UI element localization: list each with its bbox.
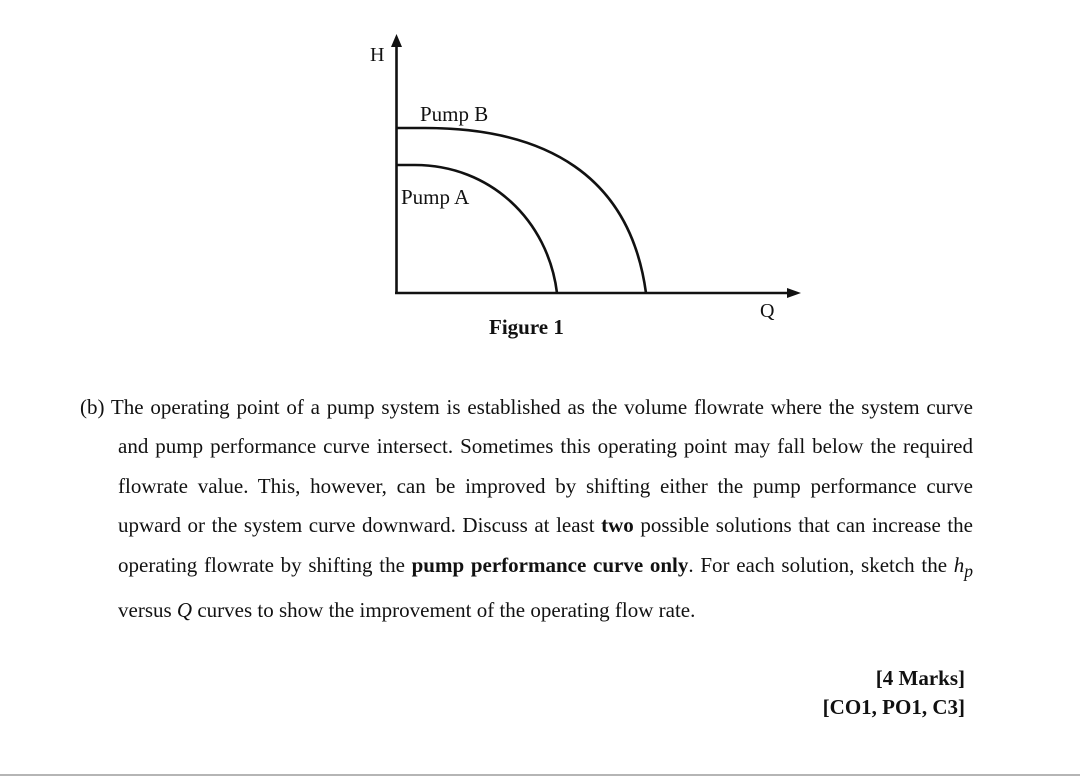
figure-caption: Figure 1: [489, 315, 564, 339]
emphasis-two: two: [601, 513, 634, 538]
variable-hp: $h_p$: [953, 552, 973, 581]
question-prefix: (b): [80, 395, 111, 419]
marks-allocation: [4 Marks]: [875, 666, 965, 690]
figure-1-pump-curves: [0, 0, 1080, 360]
pump-b-label: Pump B: [420, 102, 489, 126]
q-axis-arrowhead: [787, 288, 801, 298]
variable-q: Q: [176, 598, 193, 623]
question-paragraph: (b) The operating point of a pump system is established as the volume flowrate where the system curve and pump performance curve intersect. Sometimes this operating point may fall below the required flowrate value. This, however, can be improved by shifting either the pump performance curve upward or the system curve downward. Discuss at least two possible solutions that can increase the operating flowrate by shifting the pump performance curve only. For each solution, sketch the $h_p$ versus Q curves to show the improvement of the operating flow rate.: [80, 395, 974, 623]
h-axis-arrowhead: [391, 34, 402, 47]
course-outcomes: [CO1, PO1, C3]: [822, 695, 965, 719]
pump-a-label: Pump A: [401, 185, 470, 209]
h-axis-label: H: [370, 44, 385, 66]
marks-block: [823, 664, 965, 722]
emphasis-pump-performance-curve-only: pump performance curve only: [411, 552, 689, 577]
page-bottom-divider: [0, 774, 1080, 776]
question-b: [80, 388, 973, 631]
q-axis-label: Q: [760, 300, 775, 322]
